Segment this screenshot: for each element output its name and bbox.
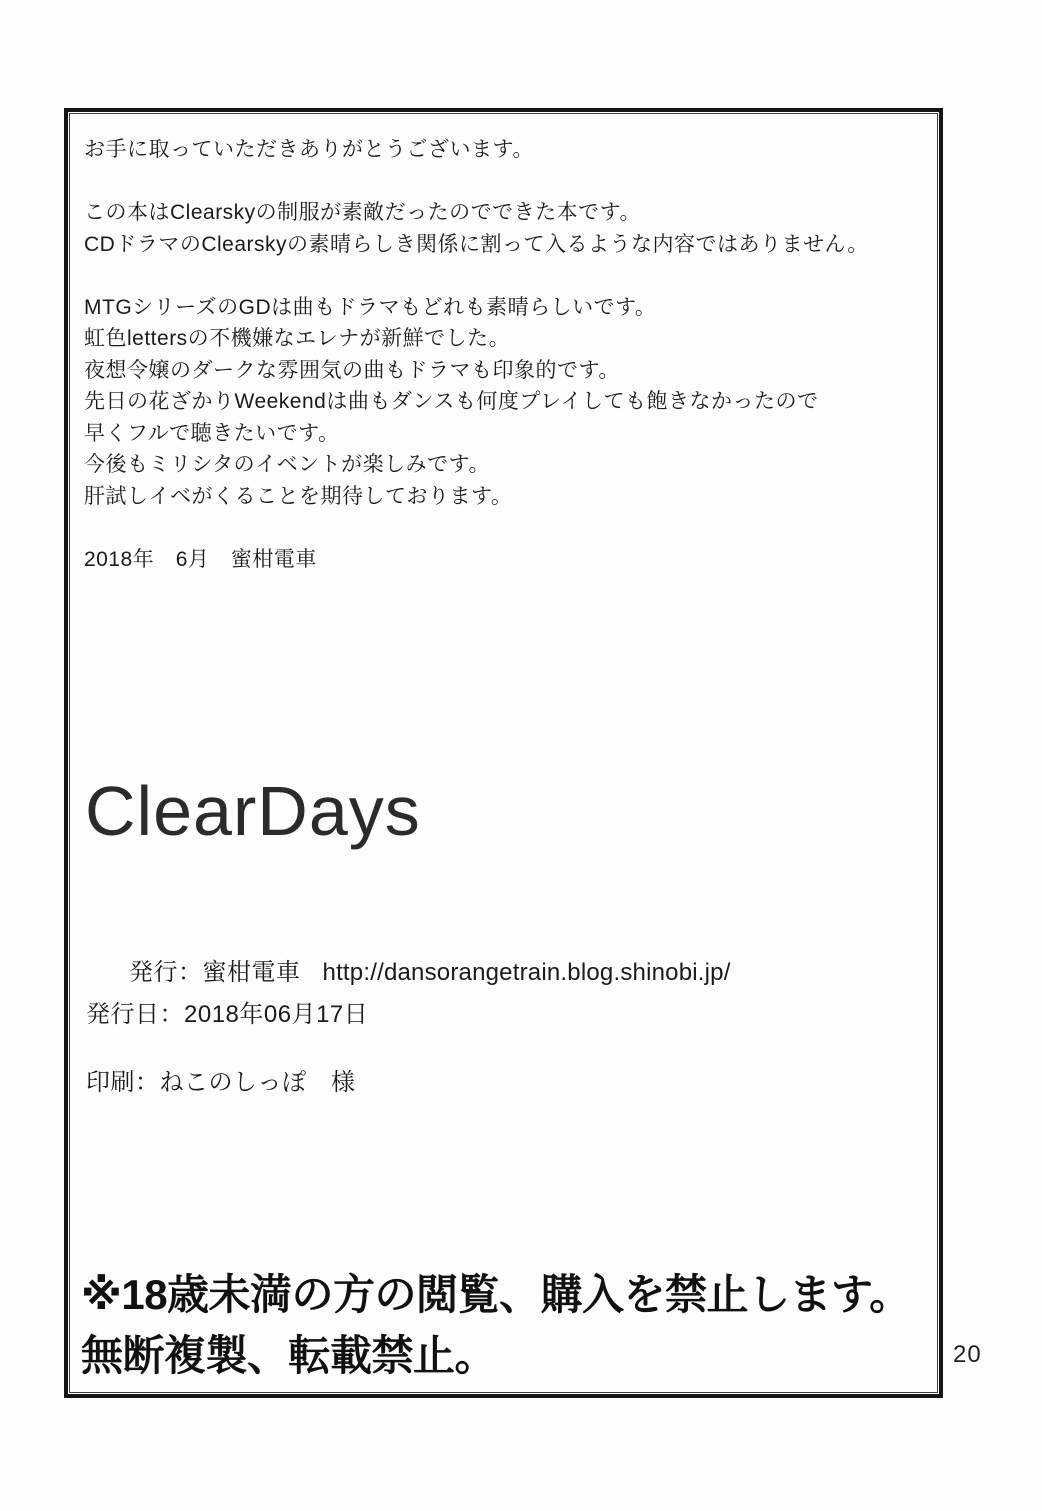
page-border <box>64 108 943 1398</box>
publisher-label: 発行：蜜柑電車 <box>129 959 301 986</box>
afterword-date-line: 2018年 6月 蜜柑電車 <box>84 547 317 571</box>
afterword-line: 肝試しイベがくることを期待しております。 <box>84 484 513 508</box>
warning-line-2: 無断複製、転載禁止。 <box>81 1332 497 1379</box>
book-title: ClearDays <box>85 772 421 850</box>
afterword-line <box>84 512 929 544</box>
afterword-line: この本はClearskyの制服が素敵だったのでできた本です。 <box>84 201 642 224</box>
afterword-line: 今後もミリシタのイベントが楽しみです。 <box>84 453 490 476</box>
afterword-text <box>84 134 929 575</box>
publisher-url: http://dansorangetrain.blog.shinobi.jp/ <box>322 959 731 986</box>
page-number: 20 <box>953 1341 982 1368</box>
afterword-line: 早くフルで聴きたいです。 <box>84 421 340 445</box>
afterword-line: 先日の花ざかりWeekendは曲もダンスも何度プレイしても飽きなかったので <box>84 390 819 413</box>
printer-line: 印刷：ねこのしっぽ 様 <box>86 1069 356 1096</box>
afterword-line: お手に取っていただきありがとうございます。 <box>84 138 534 161</box>
publish-date-line: 発行日：2018年06月17日 <box>86 1001 369 1028</box>
afterword-line: CDドラマのClearskyの素晴らしき関係に割って入るような内容ではありません。 <box>84 232 869 256</box>
afterword-line: 夜想令嬢のダークな雰囲気の曲もドラマも印象的です。 <box>84 358 620 382</box>
afterword-line <box>84 166 929 198</box>
afterword-line: 虹色lettersの不機嫌なエレナが新鮮でした。 <box>84 327 511 350</box>
afterword-line <box>84 260 929 292</box>
warning-line-1: ※18歳未満の方の閲覧、購入を禁止します。 <box>81 1271 911 1318</box>
age-restriction-warning <box>81 1264 911 1386</box>
afterword-line: MTGシリーズのGDは曲もドラマもどれも素晴らしいです。 <box>84 295 657 319</box>
